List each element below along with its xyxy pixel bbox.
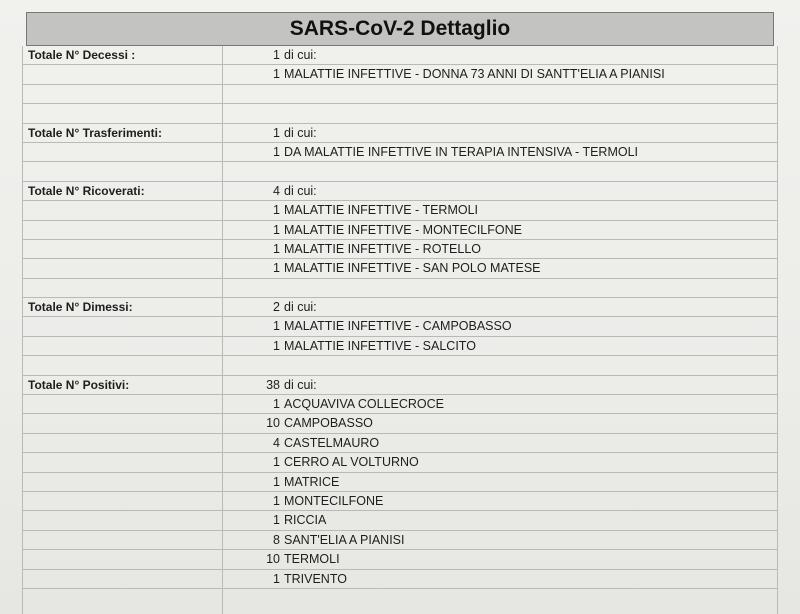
table-row [22,414,778,433]
row-description: di cui: [284,125,317,140]
row-description: MALATTIE INFETTIVE - CAMPOBASSO [284,319,512,334]
detail-table [22,46,778,589]
table-row [22,376,778,395]
row-count: 1 [273,397,280,412]
row-count: 1 [273,493,280,508]
row-count: 8 [273,532,280,547]
row-count: 2 [273,300,280,315]
table-row [22,473,778,492]
row-description: di cui: [284,48,317,62]
table-row [22,85,778,104]
row-description: MALATTIE INFETTIVE - ROTELLO [284,241,482,256]
table-row [22,182,778,201]
row-description: MALATTIE INFETTIVE - TERMOLI [284,203,479,218]
row-count: 10 [266,552,280,567]
table-row [22,201,778,220]
row-description: MATRICE [284,474,340,489]
row-description: RICCIA [284,513,327,528]
table-row [22,453,778,472]
row-description: DA MALATTIE INFETTIVE IN TERAPIA INTENSIVA - TERMOLI [284,144,639,159]
row-count: 4 [273,183,280,198]
row-count: 1 [273,513,280,528]
row-count: 4 [273,435,280,450]
table-row [22,298,778,317]
row-label: Totale N° Trasferimenti: [28,125,162,140]
table-row [22,240,778,259]
row-description: di cui: [284,300,317,315]
table-row [22,356,778,375]
row-count: 1 [273,319,280,334]
table-row [22,337,778,356]
row-count: 1 [273,222,280,237]
row-label: Totale N° Positivi: [28,377,130,392]
row-count: 1 [273,338,280,353]
row-count: 1 [273,571,280,586]
row-description: MALATTIE INFETTIVE - DONNA 73 ANNI DI SANTT'ELIA A PIANISI [284,67,665,82]
row-description: MALATTIE INFETTIVE - SALCITO [284,338,476,353]
row-description: di cui: [284,183,317,198]
row-description: di cui: [284,377,317,392]
row-count: 1 [273,261,280,276]
table-row [22,570,778,589]
row-count: 1 [273,474,280,489]
row-label: Totale N° Ricoverati: [28,183,145,198]
table-row [22,104,778,123]
row-description: CASTELMAURO [284,435,380,450]
table-row [22,492,778,511]
row-description: CAMPOBASSO [284,416,373,431]
row-label: Totale N° Dimessi: [28,300,133,315]
table-row [22,221,778,240]
row-description: MALATTIE INFETTIVE - SAN POLO MATESE [284,261,541,276]
row-count: 38 [266,377,280,392]
row-count: 10 [266,416,280,431]
table-row [22,279,778,298]
row-description: SANT'ELIA A PIANISI [284,532,405,547]
row-count: 1 [273,455,280,470]
table-row [22,317,778,336]
row-count: 1 [273,144,280,159]
table-row [22,259,778,278]
row-count: 1 [273,67,280,82]
table-row [22,550,778,569]
row-description: MONTECILFONE [284,493,384,508]
table-row [22,162,778,181]
table-row [22,395,778,414]
table-row [22,124,778,143]
table-row [22,65,778,84]
table-row [22,46,778,65]
row-count: 1 [273,241,280,256]
row-count: 1 [273,203,280,218]
table-row [22,434,778,453]
table-row [22,511,778,530]
row-description: MALATTIE INFETTIVE - MONTECILFONE [284,222,522,237]
row-description: TERMOLI [284,552,340,567]
table-row [22,143,778,162]
table-row [22,531,778,550]
row-count: 1 [273,48,280,62]
page-title: SARS-CoV-2 Dettaglio [26,12,774,46]
row-count: 1 [273,125,280,140]
row-description: CERRO AL VOLTURNO [284,455,419,470]
row-description: ACQUAVIVA COLLECROCE [284,397,444,412]
row-label: Totale N° Decessi : [28,48,136,62]
row-description: TRIVENTO [284,571,347,586]
